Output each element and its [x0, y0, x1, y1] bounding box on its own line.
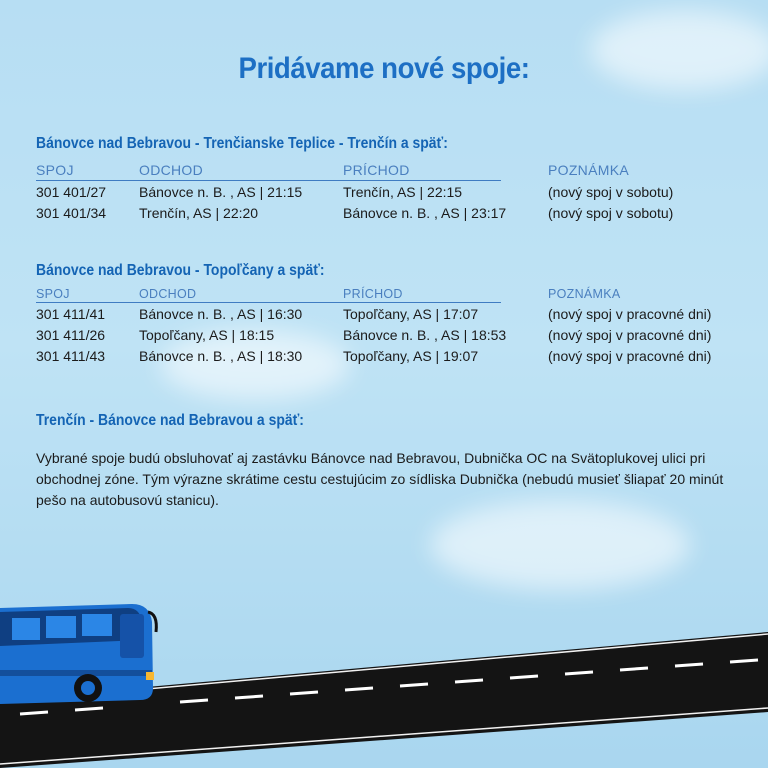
- page-title: Pridávame nové spoje:: [238, 52, 530, 85]
- cell-spoj: 301 411/26: [36, 327, 106, 343]
- cell-poznamka: (nový spoj v sobotu): [548, 205, 674, 221]
- cell-prichod: Topoľčany, AS | 19:07: [343, 348, 479, 364]
- table-header: [36, 287, 621, 303]
- cell-odchod: Bánovce n. B. , AS | 21:15: [139, 184, 303, 200]
- cell-spoj: 301 401/27: [36, 184, 107, 200]
- section-paragraph: Vybrané spoje budú obsluhovať aj zastávku Bánovce nad Bebravou, Dubnička OC na Svätoplukovej ulici pri obchodnej zóne. Tým výrazne skrátime cestu cestujúcim zo sídliska Dubnička (nebudú musieť šliapať 20 minút pešo na autobusovú stanicu).: [36, 450, 724, 508]
- header-odchod: ODCHOD: [139, 287, 197, 301]
- cell-odchod: Topoľčany, AS | 18:15: [139, 327, 275, 343]
- header-spoj: SPOJ: [36, 287, 70, 301]
- cell-poznamka: (nový spoj v pracovné dni): [548, 348, 712, 364]
- bus-icon: [0, 604, 156, 704]
- table-header: [36, 162, 629, 181]
- header-odchod: ODCHOD: [139, 162, 204, 178]
- header-prichod: PRÍCHOD: [343, 287, 403, 301]
- cell-spoj: 301 411/41: [36, 306, 106, 322]
- cell-poznamka: (nový spoj v pracovné dni): [548, 306, 712, 322]
- header-poznamka: POZNÁMKA: [548, 162, 629, 178]
- header-poznamka: POZNÁMKA: [548, 287, 621, 301]
- cell-prichod: Trenčín, AS | 22:15: [343, 184, 463, 200]
- cell-poznamka: (nový spoj v pracovné dni): [548, 327, 712, 343]
- cell-spoj: 301 401/34: [36, 205, 107, 221]
- table-row: [36, 202, 736, 223]
- table-row: [36, 324, 736, 345]
- cell-odchod: Trenčín, AS | 22:20: [139, 205, 259, 221]
- header-spoj: SPOJ: [36, 162, 74, 178]
- header-prichod: PRÍCHOD: [343, 162, 410, 178]
- table-row: [36, 303, 736, 324]
- cell-prichod: Bánovce n. B. , AS | 18:53: [343, 327, 507, 343]
- cell-poznamka: (nový spoj v sobotu): [548, 184, 674, 200]
- cell-spoj: 301 411/43: [36, 348, 106, 364]
- table-row: [36, 181, 736, 202]
- cell-prichod: Topoľčany, AS | 17:07: [343, 306, 479, 322]
- cell-prichod: Bánovce n. B. , AS | 23:17: [343, 205, 507, 221]
- section-heading-3: Trenčín - Bánovce nad Bebravou a späť:: [36, 412, 304, 429]
- timetable-1: [36, 162, 736, 223]
- cell-odchod: Bánovce n. B. , AS | 18:30: [139, 348, 303, 364]
- table-row: [36, 345, 736, 366]
- section-heading-1: Bánovce nad Bebravou - Trenčianske Teplice - Trenčín a späť:: [36, 135, 448, 152]
- timetable-2: [36, 287, 736, 366]
- section-heading-2: Bánovce nad Bebravou - Topoľčany a späť:: [36, 262, 325, 279]
- cell-odchod: Bánovce n. B. , AS | 16:30: [139, 306, 303, 322]
